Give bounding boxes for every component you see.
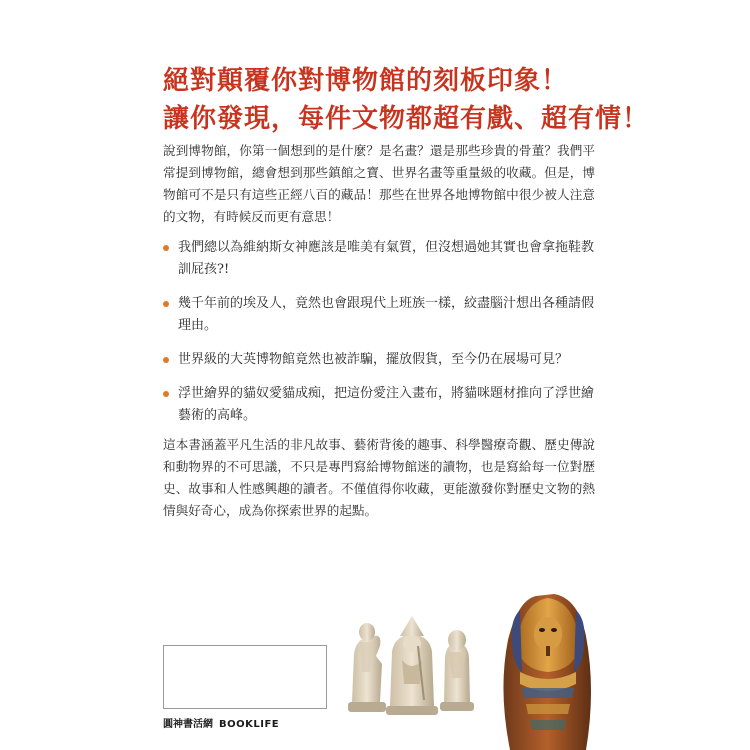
bullet-dot-icon: [163, 245, 169, 251]
headline: [163, 62, 650, 138]
list-item-text: 浮世繪界的貓奴愛貓成痴，把這份愛注入畫布，將貓咪題材推向了浮世繪藝術的高峰。: [178, 386, 595, 423]
chess-knight-icon: [348, 623, 386, 712]
list-item: [163, 237, 603, 281]
intro-paragraph: 說到博物館，你第一個想到的是什麼？是名畫？還是那些珍貴的骨董？我們平常提到博物館，總會想到那些鎮館之寶、世界名畫等重量級的收藏。但是，博物館可不是只有這些正經八百的藏品！那些在世界各地博物館中很少被人注意的文物，有時候反而更有意思！: [163, 143, 595, 224]
headline-line-2: 讓你發現，每件文物都超有戲、超有情！: [163, 104, 650, 134]
publisher-brand: BOOKLIFE: [219, 719, 280, 730]
list-item: [163, 383, 603, 427]
bullet-dot-icon: [163, 357, 169, 363]
bullet-dot-icon: [163, 301, 169, 307]
list-item-text: 世界級的大英博物館竟然也被詐騙，擺放假貨，至今仍在展場可見？: [178, 352, 569, 367]
list-item-text: 幾千年前的埃及人，竟然也會跟現代上班族一樣，絞盡腦汁想出各種請假理由。: [178, 296, 595, 333]
artifact-illustration: [340, 580, 750, 750]
publisher-logo: [163, 715, 279, 730]
closing-paragraph: 這本書涵蓋平凡生活的非凡故事、藝術背後的趣事、科學醫療奇觀、歷史傳說和動物界的不可思議，不只是專門寫給博物館迷的讀物，也是寫給每一位對歷史、故事和人性感興趣的讀者。不僅值得你收藏，更能激發你對歷史文物的熱情與好奇心，成為你探索世界的起點。: [163, 437, 595, 518]
chess-king-icon: [386, 616, 438, 715]
list-item-text: 我們總以為維納斯女神應該是唯美有氣質，但沒想過她其實也會拿拖鞋教訓屁孩?!: [178, 240, 595, 277]
list-item: [163, 349, 603, 371]
publisher-name: 圓神書活網: [163, 719, 213, 730]
egyptian-coffin-icon: [503, 594, 591, 750]
bullet-dot-icon: [163, 391, 169, 397]
headline-line-1: 絕對顛覆你對博物館的刻板印象！: [163, 66, 569, 96]
barcode-box: [163, 645, 327, 709]
list-item: [163, 293, 603, 337]
chess-warder-icon: [440, 630, 474, 711]
highlight-list: [163, 237, 603, 439]
